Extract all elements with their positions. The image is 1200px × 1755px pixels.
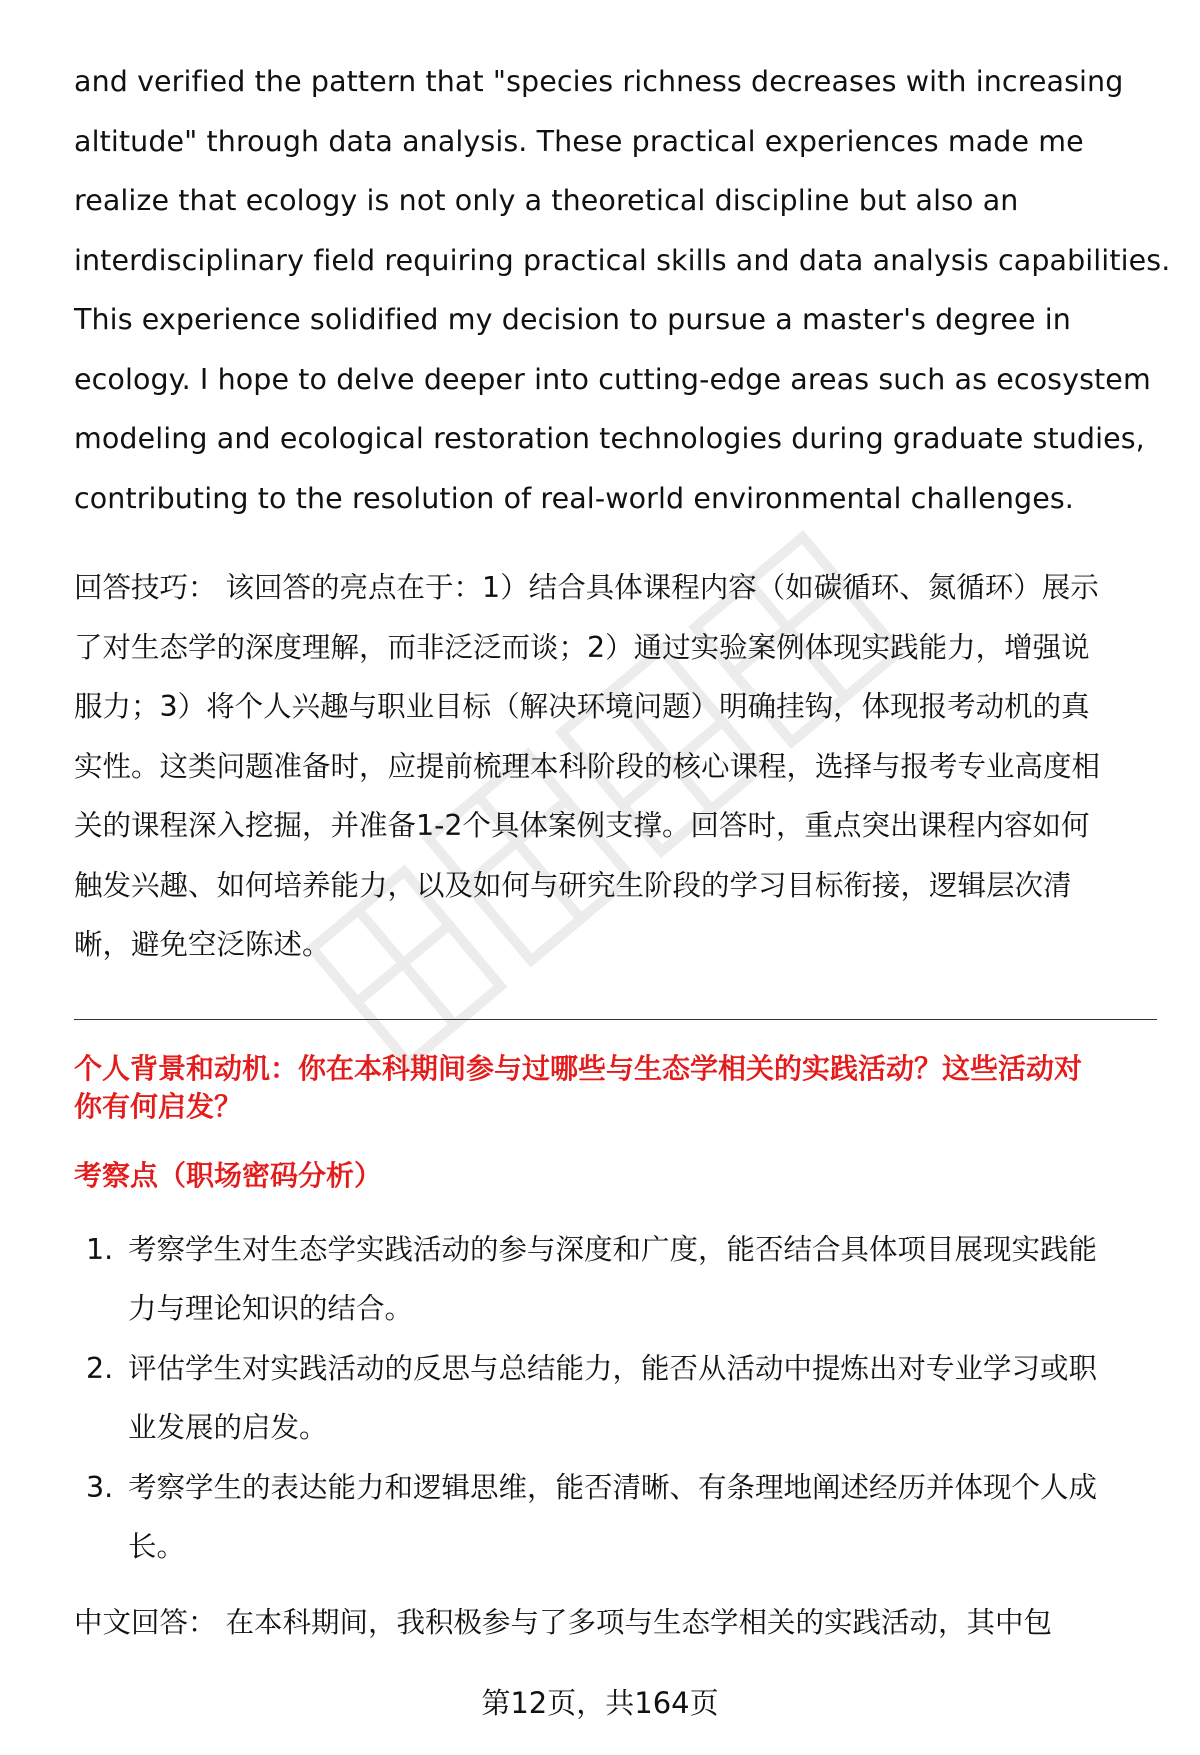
assessment-points-list [74, 1220, 1152, 1577]
text-line: interdisciplinary field requiring practical skills and data analysis capabilities. [74, 243, 1171, 277]
section-divider [74, 1019, 1157, 1020]
chinese-answer-start: 中文回答： 在本科期间，我积极参与了多项与生态学相关的实践活动，其中包 [74, 1605, 1053, 1639]
list-number: 3. [86, 1470, 114, 1504]
text-line: 长。 [128, 1530, 186, 1563]
list-item [74, 1220, 1152, 1339]
question-heading [74, 1050, 1152, 1126]
text-line: 关的课程深入挖掘，并准备1-2个具体案例支撑。回答时，重点突出课程内容如何 [74, 809, 1090, 842]
text-line: 个人背景和动机：你在本科期间参与过哪些与生态学相关的实践活动？这些活动对 [74, 1051, 1083, 1085]
text-line: 业发展的启发。 [128, 1411, 328, 1444]
text-line: This experience solidified my decision to pursue a master's degree in [74, 303, 1071, 336]
text-line: 服力；3）将个人兴趣与职业目标（解决环境问题）明确挂钩，体现报考动机的真 [74, 690, 1090, 723]
page-number-footer: 第12页，共164页 [481, 1686, 719, 1720]
assessment-points-heading: 考察点（职场密码分析） [74, 1158, 383, 1192]
text-line: 晰，避免空泛陈述。 [74, 928, 331, 961]
answer-tips-paragraph [74, 558, 1152, 975]
text-line: 你有何启发？ [74, 1089, 243, 1123]
text-line: 回答技巧： 该回答的亮点在于：1）结合具体课程内容（如碳循环、氮循环）展示 [74, 571, 1099, 604]
text-line: 考察学生的表达能力和逻辑思维，能否清晰、有条理地阐述经历并体现个人成 [128, 1470, 1098, 1504]
text-line: and verified the pattern that "species richness decreases with increasing [74, 65, 1124, 98]
text-line: 力与理论知识的结合。 [128, 1292, 414, 1325]
text-line: modeling and ecological restoration technologies during graduate studies, [74, 422, 1145, 455]
text-line: 了对生态学的深度理解，而非泛泛而谈；2）通过实验案例体现实践能力，增强说 [74, 630, 1090, 664]
text-line: ecology. I hope to delve deeper into cutting-edge areas such as ecosystem [74, 362, 1151, 396]
list-number: 1. [86, 1232, 114, 1266]
list-item [74, 1339, 1152, 1458]
text-line: contributing to the resolution of real-world environmental challenges. [74, 481, 1074, 515]
text-line: realize that ecology is not only a theoretical discipline but also an [74, 184, 1019, 217]
text-line: 实性。这类问题准备时，应提前梳理本科阶段的核心课程，选择与报考专业高度相 [74, 749, 1101, 783]
text-line: 考察学生对生态学实践活动的参与深度和广度，能否结合具体项目展现实践能 [128, 1232, 1098, 1266]
list-item [74, 1458, 1152, 1577]
page-content [74, 52, 1171, 1643]
text-line: altitude" through data analysis. These practical experiences made me [74, 124, 1084, 158]
text-line: 评估学生对实践活动的反思与总结能力，能否从活动中提炼出对专业学习或职 [128, 1351, 1098, 1385]
text-line: 触发兴趣、如何培养能力，以及如何与研究生阶段的学习目标衔接，逻辑层次清 [74, 868, 1072, 902]
english-answer-paragraph [74, 52, 1171, 528]
list-number: 2. [86, 1351, 114, 1385]
